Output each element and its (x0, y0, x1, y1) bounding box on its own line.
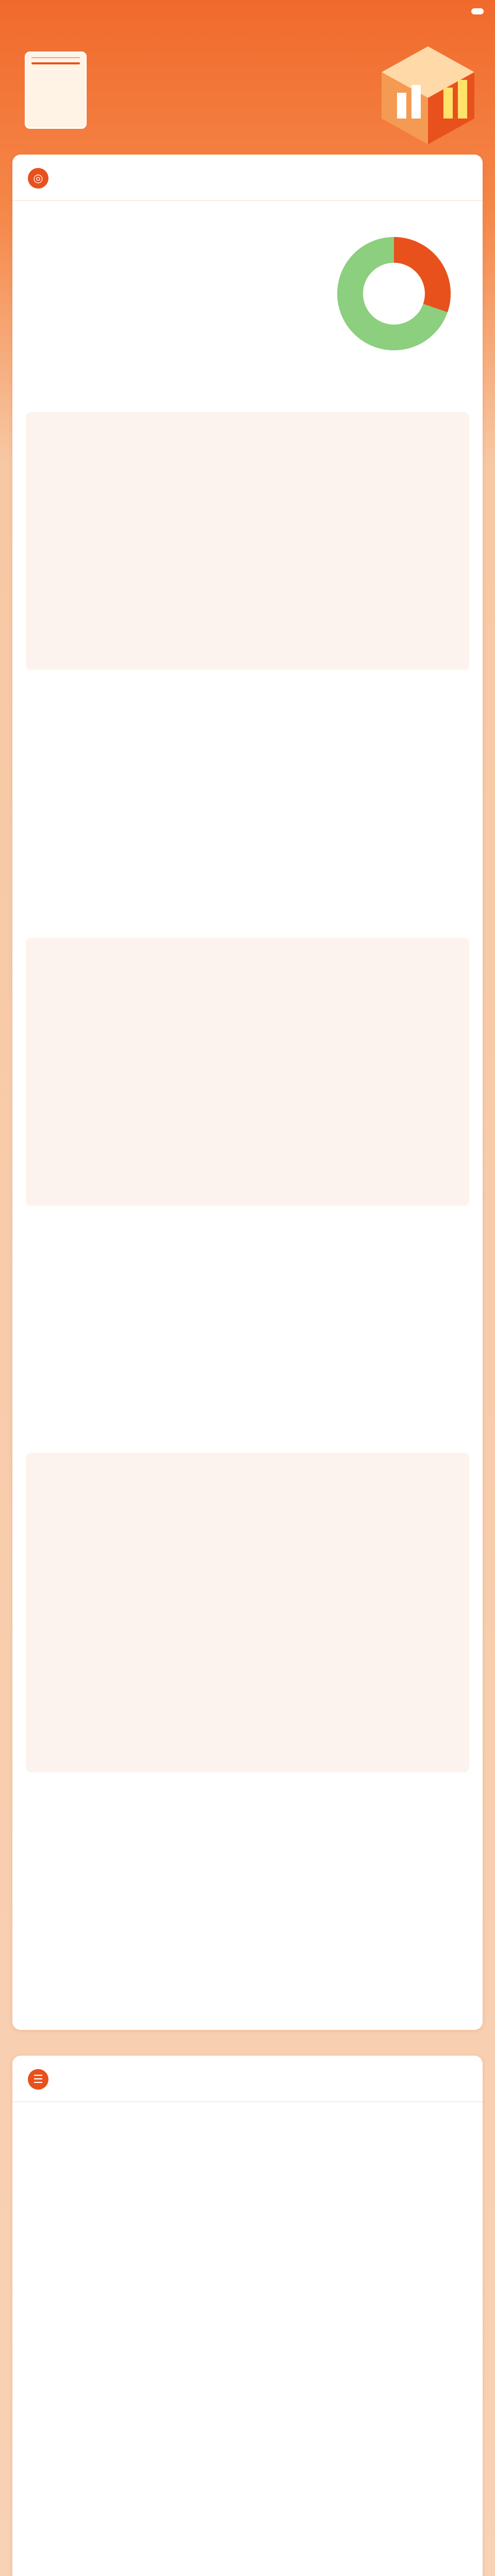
logo-badge (471, 8, 484, 14)
date-month-day (31, 57, 80, 59)
flow-bar-chart (26, 938, 469, 1206)
radar-icon: ◎ (28, 168, 48, 189)
rank-bar-chart (26, 412, 469, 670)
news-card (12, 2056, 483, 2576)
rank-chart-area (26, 412, 469, 670)
news-card-header (12, 2056, 483, 2102)
dynamics-card-header (12, 155, 483, 201)
date-box (25, 52, 87, 129)
rate-bar-chart (26, 1453, 469, 1772)
date-time (31, 62, 80, 64)
dynamics-card (12, 155, 483, 2030)
updown-pie-chart (322, 222, 466, 366)
decoration-chart-icon (371, 36, 485, 149)
flow-chart-area (26, 938, 469, 1206)
news-icon: ☰ (28, 2069, 48, 2090)
rate-chart-area (26, 1453, 469, 1772)
